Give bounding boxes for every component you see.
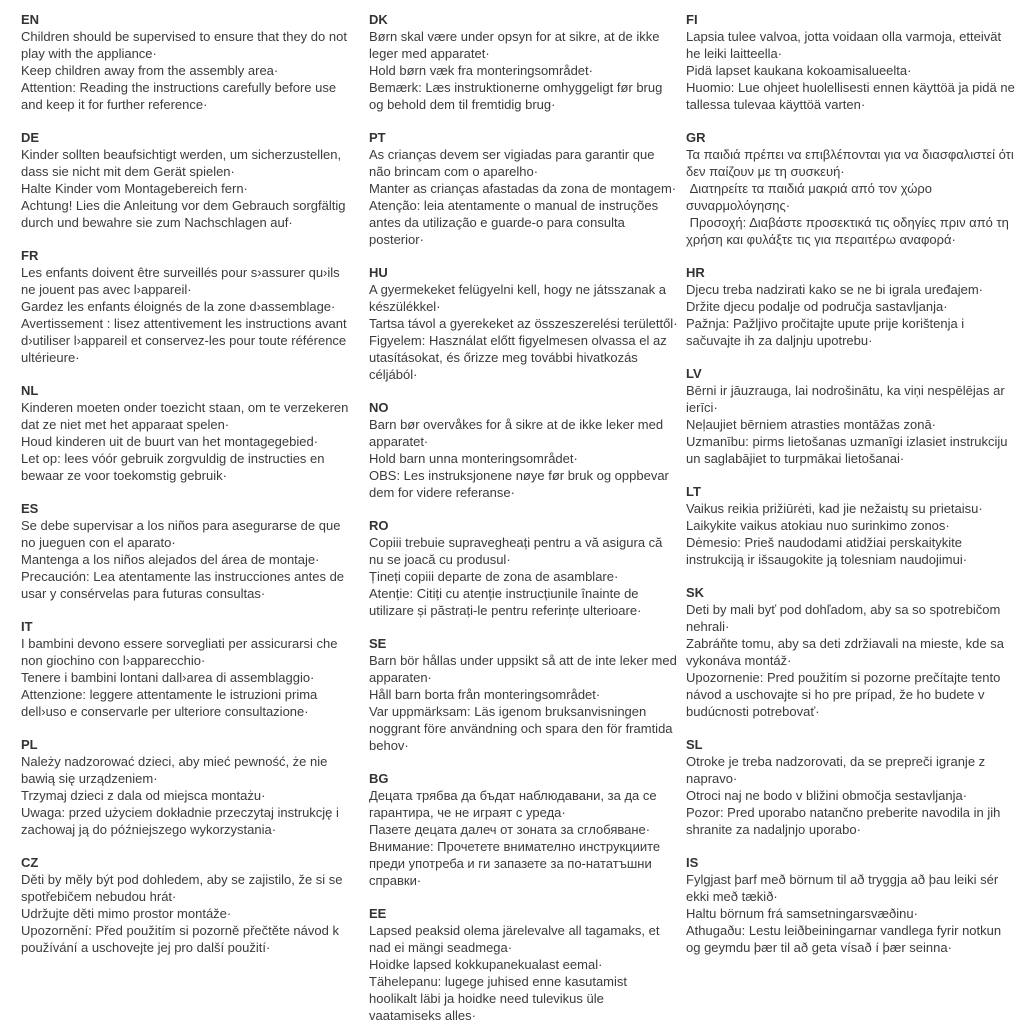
- language-code: IS: [686, 855, 699, 870]
- instruction-line: Var uppmärksam: Läs igenom bruksanvisningen noggrant före användning och spara den för framtida behov·: [369, 704, 677, 753]
- instruction-line: Haltu börnum frá samsetningarsvæðinu·: [686, 906, 918, 921]
- instruction-line: Țineți copiii departe de zona de asamblare·: [369, 569, 619, 584]
- instruction-line: Keep children away from the assembly area·: [21, 63, 279, 78]
- language-section-ee: [369, 905, 678, 1024]
- language-code: IT: [21, 619, 33, 634]
- instruction-line: As crianças devem ser vigiadas para garantir que não brincam com o aparelho·: [369, 147, 659, 179]
- language-code: FI: [686, 12, 698, 27]
- instruction-line: Tartsa távol a gyerekeket az összeszerelési területtől·: [369, 316, 678, 331]
- language-section-sl: [686, 736, 1019, 838]
- instruction-line: Pidä lapset kaukana kokoamisalueelta·: [686, 63, 912, 78]
- language-section-no: [369, 399, 678, 501]
- language-code: BG: [369, 771, 389, 786]
- instruction-line: Halte Kinder vom Montagebereich fern·: [21, 181, 248, 196]
- language-code: EN: [21, 12, 40, 27]
- instruction-line: Bemærk: Læs instruktionerne omhyggeligt før brug og behold dem til fremtidig brug·: [369, 80, 666, 112]
- instruction-line: Hold børn væk fra monteringsområdet·: [369, 63, 593, 78]
- instruction-line: Upozornenie: Pred použitím si pozorne prečítajte tento návod a uschovajte si ho pre prípad, že ho budete v budúcnosti potrebovať·: [686, 670, 1004, 719]
- instruction-line: Achtung! Lies die Anleitung vor dem Gebrauch sorgfältig durch und bewahre sie zum Nachschlagen auf·: [21, 198, 350, 230]
- column-1: [21, 11, 357, 972]
- instruction-line: Se debe supervisar a los niños para asegurarse de que no jueguen con el aparato·: [21, 518, 345, 550]
- language-section-fr: [21, 247, 357, 366]
- instruction-line: Pozor: Pred uporabo natančno preberite navodila in jih shranite za nadaljnjo uporabo·: [686, 805, 1004, 837]
- instruction-line: Attenzione: leggere attentamente le istruzioni prima dell›uso e conservarle per ulteriore consultazione·: [21, 687, 321, 719]
- language-section-is: [686, 854, 1019, 956]
- instruction-line: Kinder sollten beaufsichtigt werden, um sicherzustellen, dass sie nicht mit dem Gerät spielen·: [21, 147, 345, 179]
- instruction-line: Διατηρείτε τα παιδιά μακριά από τον χώρο συναρμολόγησης·: [686, 181, 936, 213]
- language-code: GR: [686, 130, 706, 145]
- language-section-pl: [21, 736, 357, 838]
- instruction-line: Otroci naj ne bodo v bližini območja sestavljanja·: [686, 788, 968, 803]
- instruction-line: Mantenga a los niños alejados del área de montaje·: [21, 552, 320, 567]
- language-section-it: [21, 618, 357, 720]
- language-code: RO: [369, 518, 389, 533]
- instruction-line: Children should be supervised to ensure that they do not play with the appliance·: [21, 29, 351, 61]
- language-section-lt: [686, 483, 1019, 568]
- instruction-line: Držite djecu podalje od područja sastavljanja·: [686, 299, 948, 314]
- column-2: [369, 11, 681, 1024]
- instruction-line: Uwaga: przed użyciem dokładnie przeczytaj instrukcję i zachowaj ją do późniejszego wykorzystania·: [21, 805, 343, 837]
- language-section-sk: [686, 584, 1019, 720]
- language-code: FR: [21, 248, 39, 263]
- language-code: LV: [686, 366, 702, 381]
- instruction-line: Zabráňte tomu, aby sa deti zdržiavali na mieste, kde sa vykonáva montáž·: [686, 636, 1008, 668]
- instruction-line: Προσοχή: Διαβάστε προσεκτικά τις οδηγίες πριν από τη χρήση και φυλάξτε τις για περαιτέρω αναφορά·: [686, 215, 1013, 247]
- instruction-line: Uzmanību: pirms lietošanas uzmanīgi izlasiet instrukciju un saglabājiet to turpmākai lietošanai·: [686, 434, 1012, 466]
- language-code: HU: [369, 265, 388, 280]
- instruction-line: Udržujte děti mimo prostor montáže·: [21, 906, 232, 921]
- instruction-line: Tenere i bambini lontani dall›area di assemblaggio·: [21, 670, 315, 685]
- instruction-line: Manter as crianças afastadas da zona de montagem·: [369, 181, 677, 196]
- instruction-line: Let op: lees vóór gebruik zorgvuldig de instructies en bewaar ze voor toekomstig gebruik·: [21, 451, 329, 483]
- language-code: NO: [369, 400, 389, 415]
- language-section-es: [21, 500, 357, 602]
- language-section-nl: [21, 382, 357, 484]
- instruction-line: Djecu treba nadzirati kako se ne bi igrala uređajem·: [686, 282, 983, 297]
- language-section-hr: [686, 264, 1019, 349]
- instruction-line: Dėmesio: Prieš naudodami atidžiai perskaitykite instrukciją ir išsaugokite ją tolesniam naudojimui·: [686, 535, 968, 567]
- language-section-de: [21, 129, 357, 231]
- instruction-line: Deti by mali byť pod dohľadom, aby sa so spotrebičom nehrali·: [686, 602, 1004, 634]
- language-section-gr: [686, 129, 1019, 248]
- instruction-line: Pažnja: Pažljivo pročitajte upute prije korištenja i sačuvajte ih za daljnju upotrebu·: [686, 316, 968, 348]
- instruction-line: I bambini devono essere sorvegliati per assicurarsi che non giochino con l›apparecchio·: [21, 636, 342, 668]
- column-3: [686, 11, 1019, 972]
- instruction-line: Пазете децата далеч от зоната за сглобяване·: [369, 822, 651, 837]
- instruction-line: Børn skal være under opsyn for at sikre, at de ikke leger med apparatet·: [369, 29, 664, 61]
- instruction-line: Bērni ir jāuzrauga, lai nodrošinātu, ka viņi nespēlējas ar ierīci·: [686, 383, 1009, 415]
- instruction-line: Attention: Reading the instructions carefully before use and keep it for further reference·: [21, 80, 340, 112]
- language-section-fi: [686, 11, 1019, 113]
- instruction-line: Håll barn borta från monteringsområdet·: [369, 687, 601, 702]
- instruction-line: Precaución: Lea atentamente las instrucciones antes de usar y consérvelas para futuras consultas·: [21, 569, 348, 601]
- instruction-line: Avertissement : lisez attentivement les instructions avant d›utiliser l›appareil et conservez-les pour toute référence ultérieure·: [21, 316, 351, 365]
- language-code: DE: [21, 130, 40, 145]
- instruction-line: Figyelem: Használat előtt figyelmesen olvassa el az utasításokat, és őrizze meg további hivatkozás céljából·: [369, 333, 671, 382]
- instruction-line: Athugaðu: Lestu leiðbeiningarnar vandlega fyrir notkun og geymdu þær til að geta vísað í þær seinna·: [686, 923, 1005, 955]
- language-code: CZ: [21, 855, 39, 870]
- language-code: LT: [686, 484, 701, 499]
- instruction-line: Barn bör hållas under uppsikt så att de inte leker med apparaten·: [369, 653, 681, 685]
- language-section-se: [369, 635, 681, 754]
- instruction-line: Huomio: Lue ohjeet huolellisesti ennen käyttöä ja pidä ne tallessa tulevaa käyttöä varten·: [686, 80, 1019, 112]
- instruction-line: Atenção: leia atentamente o manual de instruções antes da utilização e guarde-o para consulta posterior·: [369, 198, 662, 247]
- instruction-line: Lapsed peaksid olema järelevalve all tagamaks, et nad ei mängi seadmega·: [369, 923, 664, 955]
- instruction-line: Kinderen moeten onder toezicht staan, om te verzekeren dat ze niet met het apparaat spelen·: [21, 400, 352, 432]
- instruction-line: Hoidke lapsed kokkupanekualast eemal·: [369, 957, 603, 972]
- instruction-line: Barn bør overvåkes for å sikre at de ikke leker med apparatet·: [369, 417, 667, 449]
- instruction-line: Otroke je treba nadzorovati, da se prepreči igranje z napravo·: [686, 754, 989, 786]
- instruction-line: OBS: Les instruksjonene nøye før bruk og oppbevar dem for videre referanse·: [369, 468, 673, 500]
- instruction-line: Fylgjast þarf með börnum til að tryggja að þau leiki sér ekki með tækið·: [686, 872, 1002, 904]
- instruction-line: Laikykite vaikus atokiau nuo surinkimo zonos·: [686, 518, 950, 533]
- language-section-cz: [21, 854, 357, 956]
- language-code: HR: [686, 265, 705, 280]
- instruction-line: Trzymaj dzieci z dala od miejsca montażu·: [21, 788, 266, 803]
- language-section-hu: [369, 264, 678, 383]
- instruction-line: Houd kinderen uit de buurt van het montagegebied·: [21, 434, 319, 449]
- language-code: ES: [21, 501, 39, 516]
- instruction-line: Τα παιδιά πρέπει να επιβλέπονται για να διασφαλιστεί ότι δεν παίζουν με τη συσκευή·: [686, 147, 1018, 179]
- language-section-dk: [369, 11, 678, 113]
- language-code: NL: [21, 383, 39, 398]
- language-code: SL: [686, 737, 703, 752]
- instruction-line: Copiii trebuie supravegheați pentru a vă asigura că nu se joacă cu produsul·: [369, 535, 667, 567]
- instruction-line: Les enfants doivent être surveillés pour s›assurer qu›ils ne jouent pas avec l›appareil·: [21, 265, 344, 297]
- instruction-line: A gyermekeket felügyelni kell, hogy ne játsszanak a készülékkel·: [369, 282, 670, 314]
- instruction-line: Upozornění: Před použitím si pozorně přečtěte návod k používání a uschovejte jej pro další použití·: [21, 923, 343, 955]
- instruction-line: Vaikus reikia prižiūrėti, kad jie nežaistų su prietaisu·: [686, 501, 983, 516]
- language-code: SE: [369, 636, 387, 651]
- language-code: EE: [369, 906, 387, 921]
- language-code: SK: [686, 585, 705, 600]
- language-code: PL: [21, 737, 38, 752]
- instruction-line: Децата трябва да бъдат наблюдавани, за да се гарантира, че не играят с уреда·: [369, 788, 661, 820]
- language-section-bg: [369, 770, 678, 889]
- instruction-line: Внимание: Прочетете внимателно инструкциите преди употреба и ги запазете за по-нататъшни справки·: [369, 839, 664, 888]
- language-code: DK: [369, 12, 388, 27]
- instruction-line: Tähelepanu: lugege juhised enne kasutamist hoolikalt läbi ja hoidke need tulevikus üle vaatamiseks alles·: [369, 974, 631, 1023]
- instruction-line: Neļaujiet bērniem atrasties montāžas zonā·: [686, 417, 937, 432]
- instruction-line: Gardez les enfants éloignés de la zone d›assemblage·: [21, 299, 336, 314]
- instruction-line: Děti by měly být pod dohledem, aby se zajistilo, že si se spotřebičem nebudou hrát·: [21, 872, 347, 904]
- instruction-line: Hold barn unna monteringsområdet·: [369, 451, 578, 466]
- instruction-line: Lapsia tulee valvoa, jotta voidaan olla varmoja, etteivät he leiki laitteella·: [686, 29, 1005, 61]
- instruction-line: Należy nadzorować dzieci, aby mieć pewność, że nie bawią się urządzeniem·: [21, 754, 331, 786]
- language-section-en: [21, 11, 357, 113]
- language-section-lv: [686, 365, 1019, 467]
- language-section-ro: [369, 517, 678, 619]
- language-section-pt: [369, 129, 678, 248]
- instruction-line: Atenție: Citiți cu atenție instrucțiunile înainte de utilizare și păstrați-le pentru referințe ulterioare·: [369, 586, 643, 618]
- language-code: PT: [369, 130, 386, 145]
